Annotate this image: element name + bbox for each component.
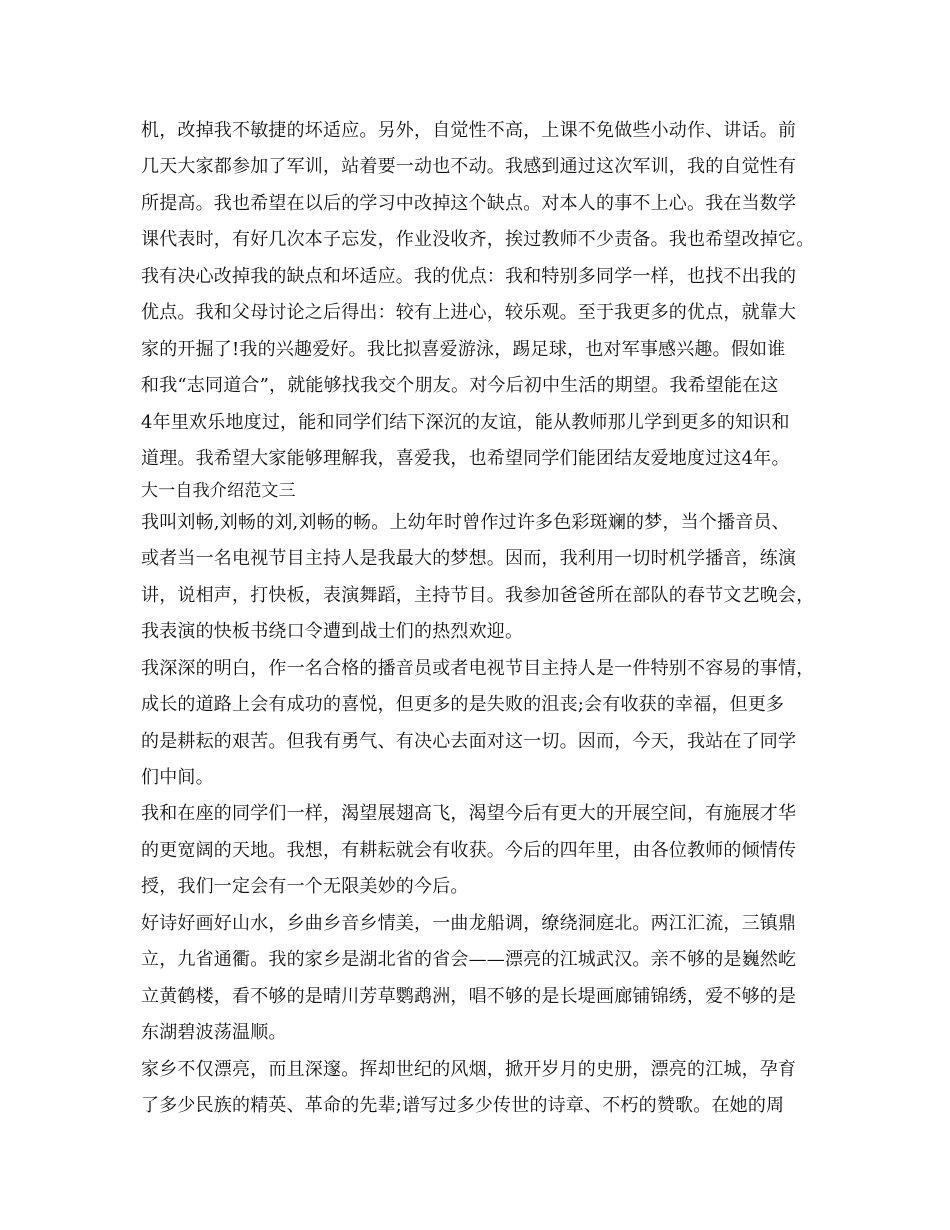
text-line: 立，九省通衢。我的家乡是湖北省的省会——漂亮的江城武汉。亲不够的是巍然屹: [141, 949, 797, 971]
text-line: 课代表时，有好几次本子忘发，作业没收齐，挨过教师不少责备。我也希望改掉它。: [141, 229, 815, 251]
text-line: 们中间。: [141, 767, 214, 788]
text-line: 了多少民族的精英、革命的先辈;谱写过多少传世的诗章、不朽的赞歌。在她的周: [141, 1094, 785, 1116]
text-line: 的是耕耘的艰苦。但我有勇气、有决心去面对这一切。因而，今天，我站在了同学: [141, 730, 797, 752]
text-line: 几天大家都参加了军训，站着要一动也不动。我感到通过这次军训，我的自觉性有: [141, 156, 797, 178]
text-line: 东湖碧波荡温顺。: [141, 1022, 287, 1044]
text-line: 我和在座的同学们一样，渴望展翅高飞，渴望今后有更大的开展空间，有施展才华: [141, 803, 797, 825]
text-line: 的更宽阔的天地。我想，有耕耘就会有收获。今后的四年里，由各位教师的倾情传: [141, 839, 797, 861]
text-line: 和我“志同道合”，就能够找我交个朋友。对今后初中生活的期望。我希望能在这: [141, 375, 779, 397]
section-heading: 大一自我介绍范文三: [141, 481, 296, 502]
text-line: 优点。我和父母讨论之后得出：较有上进心，较乐观。至于我更多的优点，就靠大: [141, 302, 797, 324]
text-line: 机，改掉我不敏捷的坏适应。另外，自觉性不高，上课不免做些小动作、讲话。前: [141, 120, 797, 141]
text-line: 讲，说相声，打快板，表演舞蹈，主持节目。我参加爸爸所在部队的春节文艺晚会，: [141, 584, 815, 606]
text-line: 我深深的明白，作一名合格的播音员或者电视节目主持人是一件特别不容易的事情，: [141, 657, 815, 679]
text-line: 立黄鹤楼，看不够的是晴川芳草鹦鹉洲，唱不够的是长堤画廊铺锦绣，爱不够的是: [141, 985, 797, 1007]
text-line: 我表演的快板书绕口令遭到战士们的热烈欢迎。: [141, 621, 524, 643]
text-line: 4年里欢乐地度过，能和同学们结下深沉的友谊，能从教师那儿学到更多的知识和: [141, 411, 790, 433]
text-line: 家乡不仅漂亮，而且深邃。挥却世纪的风烟，掀开岁月的史册，漂亮的江城，孕育: [141, 1058, 797, 1080]
text-line: 我有决心改掉我的缺点和坏适应。我的优点：我和特别多同学一样，也找不出我的: [141, 265, 797, 287]
text-line: 道理。我希望大家能够理解我，喜爱我，也希望同学们能团结友爱地度过这4年。: [141, 447, 790, 469]
text-line: 授，我们一定会有一个无限美妙的今后。: [141, 876, 469, 898]
document-text: [141, 113, 831, 1124]
text-line: 或者当一名电视节目主持人是我最大的梦想。因而，我利用一切时机学播音，练演: [141, 548, 797, 570]
text-line: 我叫刘畅,刘畅的刘,刘畅的畅。上幼年时曾作过许多色彩斑斓的梦，当个播音员、: [141, 512, 790, 534]
text-line: 成长的道路上会有成功的喜悦，但更多的是失败的沮丧;会有收获的幸福，但更多: [141, 694, 785, 716]
text-line: 好诗好画好山水，乡曲乡音乡情美，一曲龙船调，缭绕洞庭北。两江汇流，三镇鼎: [141, 912, 797, 934]
text-line: 所提高。我也希望在以后的学习中改掉这个缺点。对本人的事不上心。我在当数学: [141, 192, 797, 214]
text-line: 家的开掘了!我的兴趣爱好。我比拟喜爱游泳，踢足球，也对军事感兴趣。假如谁: [141, 338, 786, 360]
